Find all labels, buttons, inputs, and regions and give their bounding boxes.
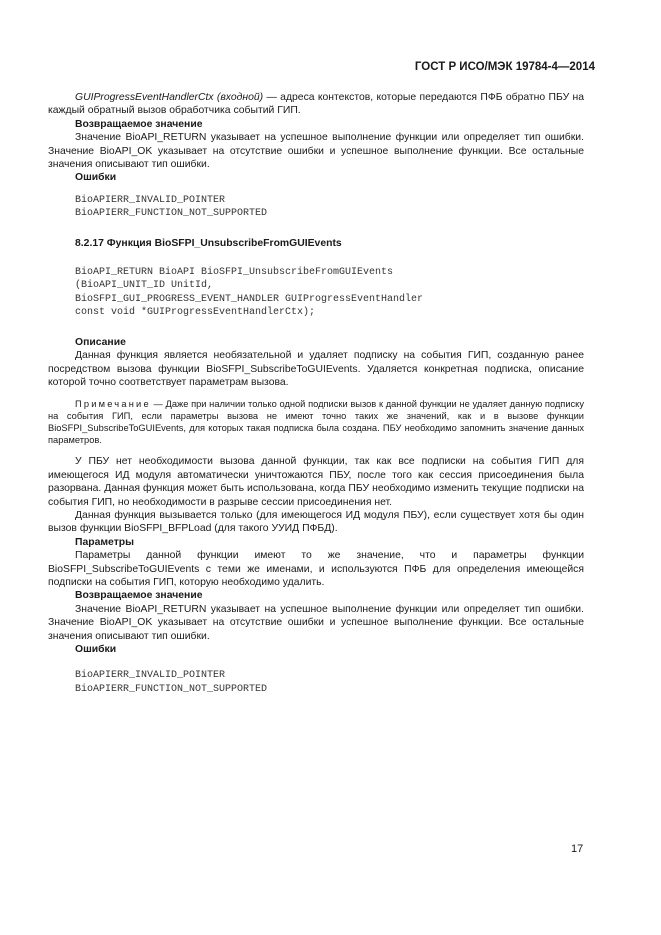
note-label: Примечание [75, 399, 151, 410]
description-text: Данная функция является необязательной и удаляет подписку на события ГИП, созданную ранее посредством вызова функции BioSFPI_SubscribeToGUIEvents. Удаляется конкретная подписка, описание которой точно соответствует параметрам вызова. [48, 350, 584, 388]
param-name: GUIProgressEventHandlerCtx (входной) [75, 92, 264, 103]
return-text: Значение BioAPI_RETURN указывает на успешное выполнение функции или определяет тип ошибки. Значение BioAPI_OK указывает на отсутствие ошибки и успешное выполнение функции. Все остальные значения описывают тип ошибки. [48, 132, 584, 171]
body-paragraph: У ПБУ нет необходимости вызова данной функции, так как все подписки на события ГИП для имеющегося ИД модуля автоматически уничтожаются ПБУ, после того как сессия присоединения была разорвана. Данная функция может быть использована, когда ПБУ необходимо изменить текущие подписки на события ГИП, но необходимости в разрыве сессии присоединения нет. [48, 456, 584, 508]
signature-line: BioAPI_RETURN BioAPI BioSFPI_UnsubscribeFromGUIEvents [75, 267, 394, 279]
return-heading: Возвращаемое значение [75, 590, 203, 602]
note-text: — Даже при наличии только одной подписки вызов к данной функции не удаляет данную подписку на события ГИП, если параметры вызова не имеют точно таких же значений, как и в вызове функции BioSFPI_SubscribeToGUIEvents, для которых такая подписка была создана. ПБУ необходимо запомнить значение данных параметров. [48, 399, 584, 446]
errors-heading: Ошибки [75, 644, 117, 655]
body-paragraph: Данная функция вызывается только (для имеющегося ИД модуля ПБУ), если существует хотя бы один вызов функции BioSFPI_BFPLoad (для такого УУИД ПФБД). [48, 509, 584, 535]
note [48, 398, 584, 446]
signature-line: (BioAPI_UNIT_ID UnitId, [75, 280, 214, 292]
standard-header: ГОСТ Р ИСО/МЭК 19784-4—2014 [414, 61, 595, 73]
errors-heading: Ошибки [75, 172, 117, 184]
intro-paragraph [48, 91, 584, 118]
error-code: BioAPIERR_FUNCTION_NOT_SUPPORTED [75, 683, 268, 695]
return-heading: Возвращаемое значение [75, 118, 203, 130]
signature-line: BioSFPI_GUI_PROGRESS_EVENT_HANDLER GUIProgressEventHandler [75, 293, 424, 305]
return-text: Значение BioAPI_RETURN указывает на успешное выполнение функции или определяет тип ошибки. Значение BioAPI_OK указывает на отсутствие ошибки и успешное выполнение функции. Все остальные значения описывают тип ошибки. [48, 603, 584, 642]
params-text: Параметры данной функции имеют то же значение, что и параметры функции BioSFPI_SubscribeToGUIEvents с теми же именами, и используются ПФБ для определения имеющейся подписки на события ГИП, которую необходимо удалить. [48, 550, 584, 588]
error-code: BioAPIERR_FUNCTION_NOT_SUPPORTED [75, 208, 268, 220]
page-content [48, 91, 584, 696]
section-title: 8.2.17 Функция BioSFPI_UnsubscribeFromGUIEvents [75, 237, 342, 249]
error-code: BioAPIERR_INVALID_POINTER [75, 670, 226, 682]
page-number: 17 [571, 843, 584, 855]
param-description: — адреса контекстов, которые передаются ПФБ обратно ПБУ на каждый обратный вызов обработчика событий ГИП. [48, 92, 585, 117]
signature-line: const void *GUIProgressEventHandlerCtx); [75, 307, 316, 319]
description-heading: Описание [75, 336, 126, 348]
error-code: BioAPIERR_INVALID_POINTER [75, 194, 226, 206]
params-heading: Параметры [75, 536, 135, 548]
